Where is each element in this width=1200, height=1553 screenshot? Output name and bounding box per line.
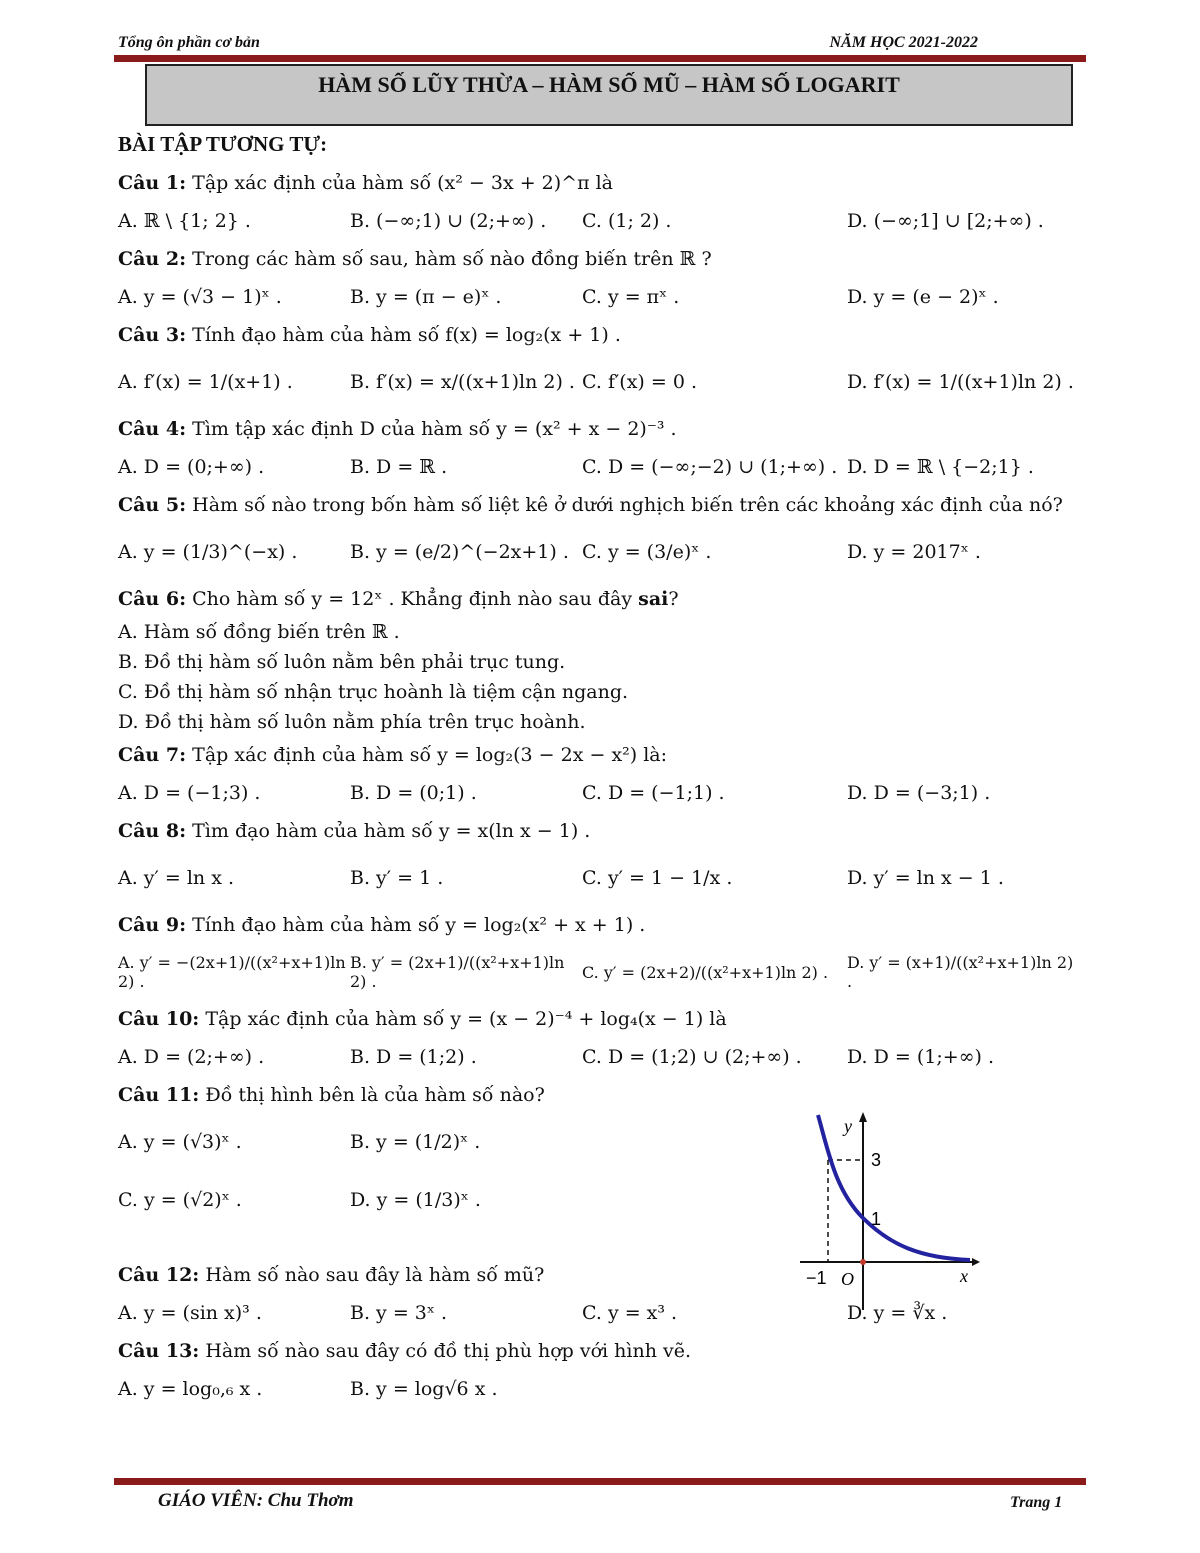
option-a: A. D = (2;+∞) . [118,1046,265,1068]
question-text: Hàm số nào trong bốn hàm số liệt kê ở dưới nghịch biến trên các khoảng xác định của nó? [186,494,1063,516]
header-left: Tổng ôn phần cơ bản [118,34,260,51]
option-c: C. y′ = (2x+2)/((x²+x+1)ln 2) . [582,962,829,982]
option-b: B. y′ = 1 . [350,867,444,889]
option-d: D. D = (1;+∞) . [847,1046,995,1068]
question-13 [118,1333,1078,1369]
option-b: B. D = (1;2) . [350,1046,477,1068]
question-label: Câu 12: [118,1264,200,1286]
bottom-rule [114,1478,1086,1485]
answer-row-3 [118,353,1078,411]
option-a: A. f′(x) = 1/(x+1) . [118,371,293,393]
question-label: Câu 7: [118,744,187,766]
option-b: B. y = (1/2)ˣ . [350,1131,481,1153]
statement-c: C. Đồ thị hàm số nhận trục hoành là tiệm cận ngang. [118,681,629,703]
option-a: A. ℝ \ {1; 2} . [118,210,251,232]
statement-d: D. Đồ thị hàm số luôn nằm phía trên trục hoành. [118,711,586,733]
option-b: B. y = (e/2)^(−2x+1) . [350,541,569,563]
option-d: D. D = ℝ \ {−2;1} . [847,456,1034,478]
question-text: Trong các hàm số sau, hàm số nào đồng biến trên ℝ ? [186,248,712,270]
option-d: D. f′(x) = 1/((x+1)ln 2) . [847,371,1074,393]
answer-row-10 [118,1037,1078,1077]
page-title: HÀM SỐ LŨY THỪA – HÀM SỐ MŨ – HÀM SỐ LOGARIT [145,64,1073,126]
question-8 [118,813,1078,849]
question-label: Câu 13: [118,1340,200,1362]
y-axis-arrow [859,1112,867,1122]
y-axis-label: y [844,1116,852,1136]
question-text: Tập xác định của hàm số y = log₂(3 − 2x − x²) là: [186,744,668,766]
question-label: Câu 6: [118,588,187,610]
question-text: Tập xác định của hàm số y = (x − 2)⁻⁴ + log₄(x − 1) là [199,1008,727,1030]
option-a: A. y = (√3)ˣ . [118,1131,242,1153]
option-d: D. y = (1/3)ˣ . [350,1189,481,1211]
statement-b: B. Đồ thị hàm số luôn nằm bên phải trục tung. [118,651,566,673]
x-axis-arrow [972,1258,980,1266]
question-text: Hàm số nào sau đây có đồ thị phù hợp với hình vẽ. [199,1340,692,1362]
answer-row-7 [118,773,1078,813]
option-a: A. y = (1/3)^(−x) . [118,541,298,563]
question-text: Tính đạo hàm của hàm số f(x) = log₂(x + 1) . [186,324,621,346]
option-c: C. y′ = 1 − 1/x . [582,867,733,889]
option-b: B. y = 3ˣ . [350,1302,447,1324]
option-b: B. D = (0;1) . [350,782,477,804]
statement-a: A. Hàm số đồng biến trên ℝ . [118,621,400,643]
option-d: D. D = (−3;1) . [847,782,991,804]
option-c: C. y = x³ . [582,1302,678,1324]
question-label: Câu 2: [118,248,187,270]
answer-row-5 [118,523,1078,581]
option-d: D. y′ = (x+1)/((x²+x+1)ln 2) . [847,953,1074,991]
answer-row-4 [118,447,1078,487]
question-text: Đồ thị hình bên là của hàm số nào? [199,1084,545,1106]
question-label: Câu 5: [118,494,187,516]
option-b: B. y′ = (2x+1)/((x²+x+1)ln 2) . [350,953,565,991]
option-c: C. D = (1;2) ∪ (2;+∞) . [582,1046,802,1068]
answer-row-2 [118,277,1078,317]
header-right: NĂM HỌC 2021-2022 [829,34,978,51]
answer-row-13 [118,1369,1078,1409]
tick-neg1: −1 [806,1268,827,1288]
option-a: A. y = (sin x)³ . [118,1302,262,1324]
question-5 [118,487,1078,523]
option-a: A. y′ = ln x . [118,867,234,889]
answer-row-9 [118,943,1078,1001]
option-c: C. y = πˣ . [582,286,680,308]
question-label: Câu 3: [118,324,187,346]
question-tail: ? [668,588,679,610]
question-text: Tính đạo hàm của hàm số y = log₂(x² + x + 1) . [186,914,646,936]
question-label: Câu 10: [118,1008,200,1030]
question-label: Câu 4: [118,418,187,440]
question-text: Hàm số nào sau đây là hàm số mũ? [199,1264,545,1286]
question-text: Cho hàm số y = 12ˣ . Khẳng định nào sau đây [186,588,639,610]
page-number: Trang 1 [1010,1494,1063,1511]
question-emphasis: sai [638,588,669,610]
option-d: D. y′ = ln x − 1 . [847,867,1004,889]
option-d: D. y = ∛x . [847,1302,948,1324]
top-rule [114,55,1086,62]
option-b: B. y = (π − e)ˣ . [350,286,502,308]
option-c: C. y = (√2)ˣ . [118,1189,242,1211]
origin-point [860,1259,866,1265]
option-b: B. D = ℝ . [350,456,448,478]
question-label: Câu 8: [118,820,187,842]
option-a: A. D = (0;+∞) . [118,456,265,478]
option-c: C. D = (−1;1) . [582,782,725,804]
question-4 [118,411,1078,447]
option-b: B. y = log√6 x . [350,1378,498,1400]
footer-teacher: GIÁO VIÊN: Chu Thơm [158,1490,354,1511]
question-label: Câu 1: [118,172,187,194]
question-1 [118,165,1078,201]
option-d: D. y = (e − 2)ˣ . [847,286,999,308]
question-6 [118,581,1078,617]
question-text: Tìm tập xác định D của hàm số y = (x² + x − 2)⁻³ . [186,418,677,440]
question-9 [118,907,1078,943]
option-b: B. f′(x) = x/((x+1)ln 2) . [350,371,575,393]
option-c: C. y = (3/e)ˣ . [582,541,712,563]
question-2 [118,241,1078,277]
answer-row-8 [118,849,1078,907]
exponential-graph [800,1110,980,1310]
question-label: Câu 9: [118,914,187,936]
x-axis-label: x [960,1266,968,1286]
tick-1: 1 [871,1209,882,1229]
question-text: Tìm đạo hàm của hàm số y = x(ln x − 1) . [186,820,591,842]
option-d: D. y = 2017ˣ . [847,541,981,563]
option-a: A. D = (−1;3) . [118,782,261,804]
question-text: Tập xác định của hàm số (x² − 3x + 2)^π là [186,172,614,194]
option-d: D. (−∞;1] ∪ [2;+∞) . [847,210,1044,232]
option-c: C. D = (−∞;−2) ∪ (1;+∞) . [582,456,838,478]
answer-row-1 [118,201,1078,241]
tick-3: 3 [871,1150,882,1170]
option-a: A. y = log₀,₆ x . [118,1378,263,1400]
question-7 [118,737,1078,773]
function-curve [818,1115,970,1260]
option-c: C. (1; 2) . [582,210,672,232]
origin-label: O [841,1269,854,1289]
option-c: C. f′(x) = 0 . [582,371,697,393]
option-a: A. y = (√3 − 1)ˣ . [118,286,282,308]
section-heading: BÀI TẬP TƯƠNG TỰ: [118,132,328,156]
question-10 [118,1001,1078,1037]
question-11 [118,1077,1078,1113]
question-3 [118,317,1078,353]
option-a: A. y′ = −(2x+1)/((x²+x+1)ln 2) . [118,953,346,991]
question-label: Câu 11: [118,1084,200,1106]
option-b: B. (−∞;1) ∪ (2;+∞) . [350,210,547,232]
